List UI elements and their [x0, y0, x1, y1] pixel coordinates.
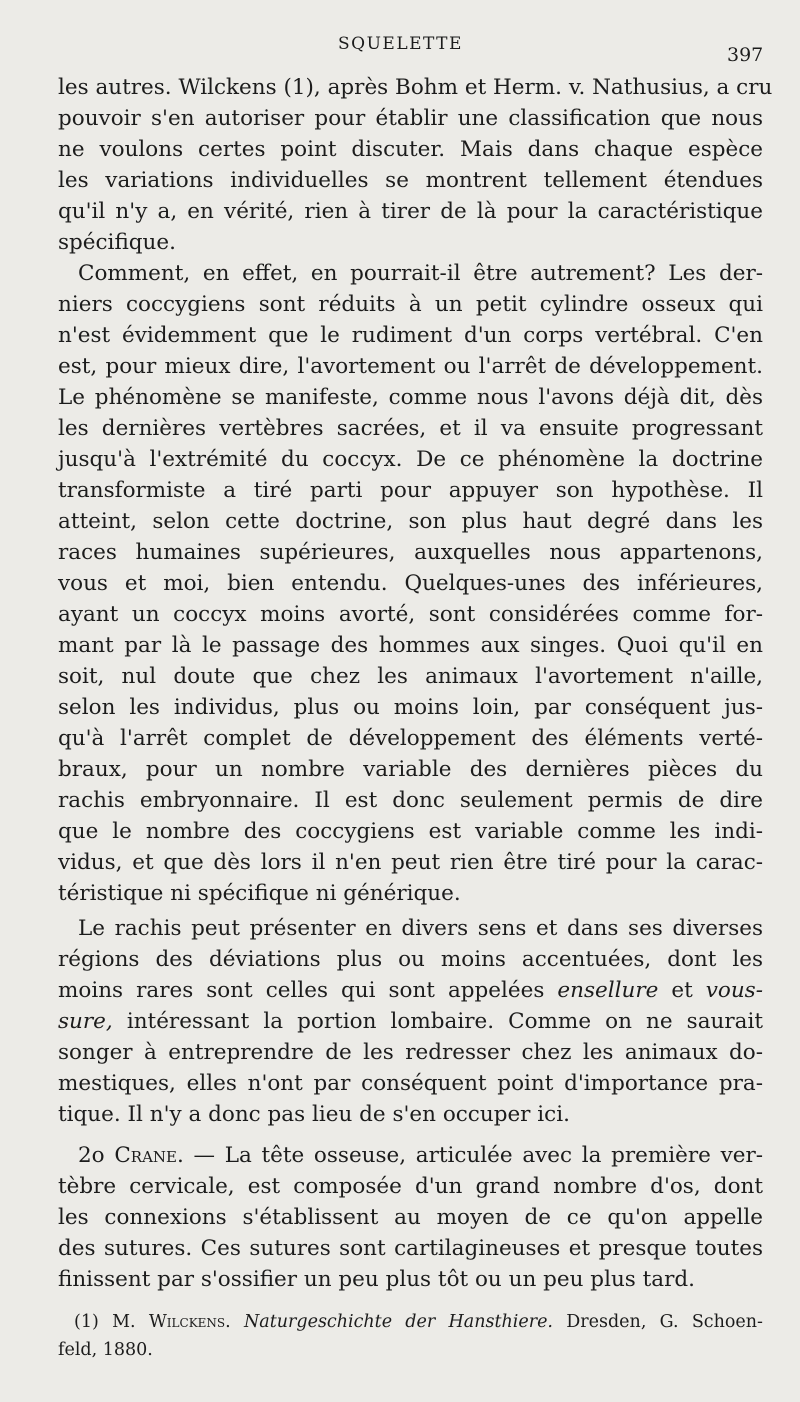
text-line: vous et moi, bien entendu. Quelques-unes des inférieures, — [58, 571, 763, 596]
text-line: Le rachis peut présenter en divers sens et dans ses diverses — [78, 916, 763, 941]
text-line: finissent par s'ossifier un peu plus tôt ou un peu plus tard. — [58, 1267, 695, 1292]
page-number: 397 — [727, 44, 764, 66]
text-line: que le nombre des coccygiens est variable comme les indi- — [58, 819, 763, 844]
text-line: jusqu'à l'extrémité du coccyx. De ce phénomène la doctrine — [58, 447, 763, 472]
text-line — [58, 975, 763, 1006]
text-line: n'est évidemment que le rudiment d'un corps vertébral. C'en — [58, 323, 763, 348]
text-line: spécifique. — [58, 230, 176, 255]
text-line: les dernières vertèbres sacrées, et il va ensuite progressant — [58, 416, 763, 441]
text-line: races humaines supérieures, auxquelles nous appartenons, — [58, 540, 763, 565]
text-line — [58, 1140, 763, 1171]
text-fragment: et — [671, 978, 693, 1003]
text-line: ayant un coccyx moins avorté, sont considérées comme for- — [58, 602, 763, 627]
text-line: régions des déviations plus ou moins accentuées, dont les — [58, 947, 763, 972]
paragraph-4 — [58, 1140, 763, 1295]
text-line: les variations individuelles se montrent tellement étendues — [58, 168, 763, 193]
text-line: rachis embryonnaire. Il est donc seulement permis de dire — [58, 788, 763, 813]
paragraph-3 — [58, 913, 763, 1130]
text-line: atteint, selon cette doctrine, son plus haut degré dans les — [58, 509, 763, 534]
text-line: mant par là le passage des hommes aux singes. Quoi qu'il en — [58, 633, 763, 658]
footnote-publisher: Dresden, G. Schoen- — [566, 1312, 763, 1332]
footnote-author-initial: M. — [112, 1312, 136, 1332]
text-line: Le phénomène se manifeste, comme nous l'avons déjà dit, dès — [58, 385, 763, 410]
text-line: ne voulons certes point discuter. Mais dans chaque espèce — [58, 137, 763, 162]
term-voussure-end: sure, — [58, 1009, 113, 1034]
footnote-marker: (1) — [74, 1312, 99, 1332]
text-line: qu'il n'y a, en vérité, rien à tirer de là pour la caractéristique — [58, 199, 763, 224]
text-line: les connexions s'établissent au moyen de ce qu'on appelle — [58, 1205, 763, 1230]
text-line: des sutures. Ces sutures sont cartilagineuses et presque toutes — [58, 1236, 763, 1261]
text-line: songer à entreprendre de les redresser chez les animaux do- — [58, 1040, 763, 1065]
footnote-title: Naturgeschichte der Hansthiere. — [243, 1312, 553, 1332]
text-line: Comment, en effet, en pourrait-il être autrement? Les der- — [78, 261, 763, 286]
text-line — [58, 1006, 763, 1037]
paragraph-1 — [58, 72, 773, 258]
term-ensellure: ensellure — [557, 978, 659, 1003]
term-voussure: vous- — [705, 978, 763, 1003]
text-fragment: intéressant la portion lombaire. Comme on ne saurait — [126, 1009, 763, 1034]
footnote-line — [58, 1308, 763, 1336]
text-fragment: — La tête osseuse, articulée avec la première ver- — [193, 1143, 763, 1168]
text-line: transformiste a tiré parti pour appuyer son hypothèse. Il — [58, 478, 763, 503]
text-line: braux, pour un nombre variable des dernières pièces du — [58, 757, 763, 782]
text-line: est, pour mieux dire, l'avortement ou l'arrêt de développement. — [58, 354, 763, 379]
text-line: mestiques, elles n'ont par conséquent point d'importance pra- — [58, 1071, 763, 1096]
text-line: selon les individus, plus ou moins loin, par conséquent jus- — [58, 695, 763, 720]
footnote-line: feld, 1880. — [58, 1340, 153, 1360]
body-text — [58, 72, 773, 1295]
footnote — [58, 1308, 763, 1364]
page-header — [0, 34, 800, 64]
text-line: niers coccygiens sont réduits à un petit cylindre osseux qui — [58, 292, 763, 317]
text-line: les autres. Wilckens (1), après Bohm et Herm. v. Nathusius, a cru — [58, 75, 773, 100]
text-line: soit, nul doute que chez les animaux l'avortement n'aille, — [58, 664, 763, 689]
text-line: téristique ni spécifique ni générique. — [58, 881, 461, 906]
text-fragment: moins rares sont celles qui sont appelées — [58, 978, 545, 1003]
footnote-author: Wilckens. — [148, 1312, 231, 1332]
text-line: tèbre cervicale, est composée d'un grand nombre d'os, dont — [58, 1174, 763, 1199]
text-line: tique. Il n'y a donc pas lieu de s'en occuper ici. — [58, 1102, 570, 1127]
running-title: SQUELETTE — [338, 34, 463, 54]
paragraph-2 — [58, 258, 763, 909]
section-title: Crane. — [114, 1143, 184, 1168]
section-number: 2o — [78, 1143, 105, 1168]
text-line: pouvoir s'en autoriser pour établir une classification que nous — [58, 106, 763, 131]
text-line: qu'à l'arrêt complet de développement des éléments verté- — [58, 726, 763, 751]
text-line: vidus, et que dès lors il n'en peut rien être tiré pour la carac- — [58, 850, 763, 875]
